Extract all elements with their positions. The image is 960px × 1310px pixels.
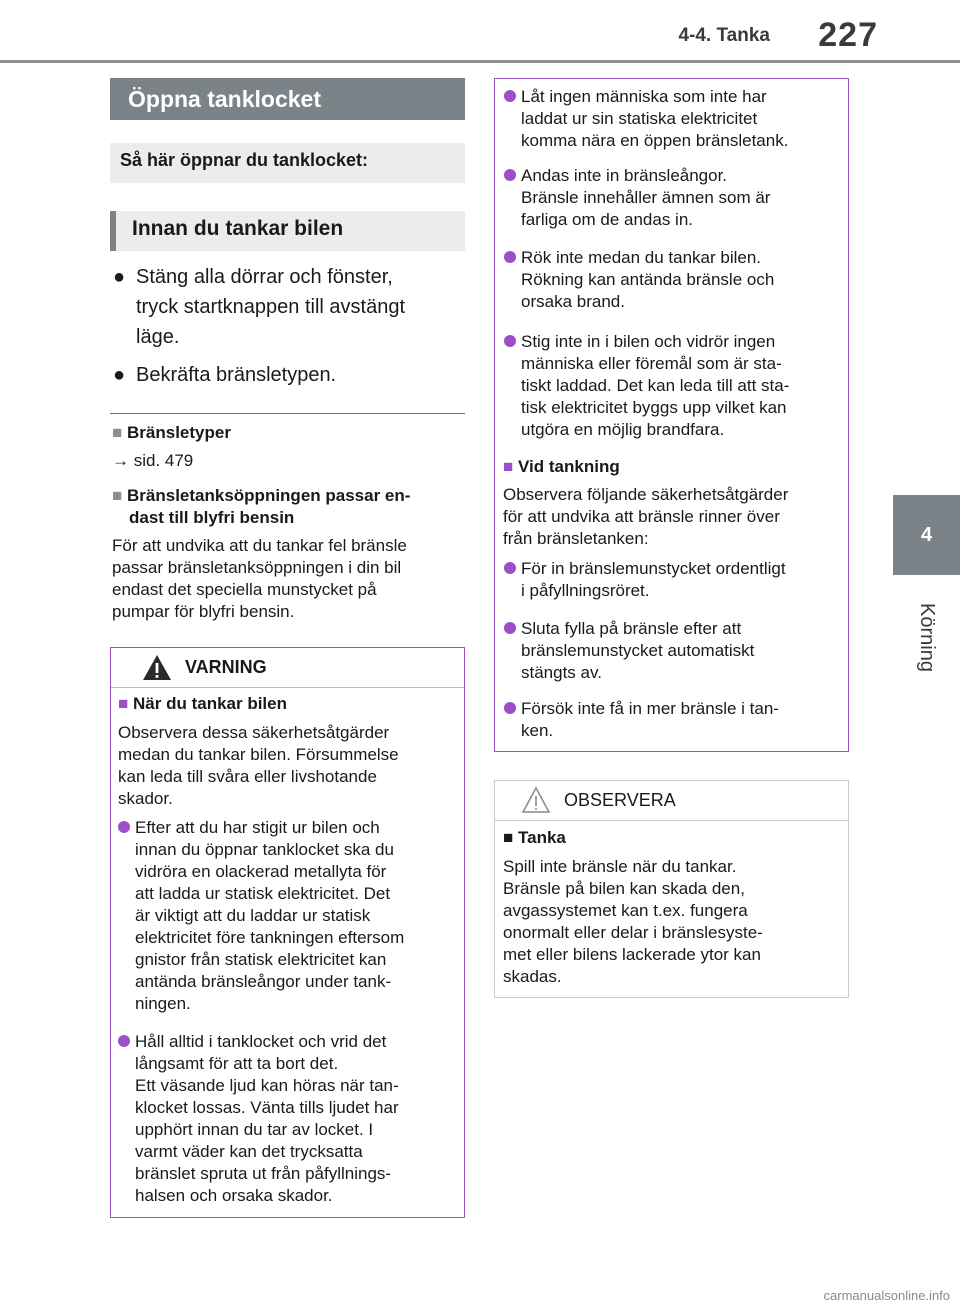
text-line: varmt väder kan det trycksatta <box>135 1142 363 1161</box>
text-line: för att undvika att bränsle rinner över <box>503 507 780 526</box>
refuel-intro <box>503 484 788 550</box>
before-heading: Innan du tankar bilen <box>110 211 465 251</box>
bullet-icon <box>118 1035 130 1047</box>
warning-item <box>521 331 789 441</box>
text-line: passar bränsletanksöppningen i din bil <box>112 558 402 577</box>
text-line: Rökning kan antända bränsle och <box>521 270 775 289</box>
chapter-label <box>893 582 960 692</box>
chapter-tab: 4 <box>893 495 960 575</box>
text-line: stängts av. <box>521 663 602 682</box>
text-line: Andas inte in bränsleångor. <box>521 166 728 185</box>
warning-item <box>135 1031 399 1207</box>
warning-heading-text: När du tankar bilen <box>133 694 287 713</box>
warning-triangle-icon <box>142 654 172 681</box>
text-line: antända bränsleångor under tank- <box>135 972 392 991</box>
text-line: ken. <box>521 721 554 740</box>
text-line: laddat ur sin statiska elektricitet <box>521 109 758 128</box>
refuel-item <box>521 698 779 742</box>
text-line: komma nära en öppen bränsletank. <box>521 131 789 150</box>
fuel-types-heading-text: Bränsletyper <box>127 423 231 442</box>
refuel-heading-text: Vid tankning <box>518 457 620 476</box>
bullet-icon <box>504 702 516 714</box>
bullet-icon <box>118 821 130 833</box>
text-line: pumpar för blyfri bensin. <box>112 602 295 621</box>
bullet-icon <box>504 251 516 263</box>
text-line: människa eller föremål som är sta- <box>521 354 782 373</box>
chapter-label-text: Körning <box>916 602 938 672</box>
text-line: Ett väsande ljud kan höras när tan- <box>135 1076 399 1095</box>
text-line: Låt ingen människa som inte har <box>521 87 767 106</box>
text-line: Stig inte in i bilen och vidrör ingen <box>521 332 776 351</box>
text-line: skadas. <box>503 967 562 986</box>
text-line: att ladda ur statisk elektricitet. Det <box>135 884 391 903</box>
warning-header <box>111 648 464 688</box>
text-line: kan leda till svåra eller livshotande <box>118 767 377 786</box>
refuel-heading <box>503 456 620 478</box>
warning-heading <box>118 693 287 715</box>
text-line: från bränsletanken: <box>503 529 649 548</box>
text-line: För in bränslemunstycket ordentligt <box>521 559 786 578</box>
text-line: i påfyllningsröret. <box>521 581 650 600</box>
text-line: endast det speciella munstycket på <box>112 580 377 599</box>
text-line: upphört innan du tar av locket. I <box>135 1120 374 1139</box>
watermark: carmanualsonline.info <box>823 1288 950 1303</box>
text-line: farliga om de andas in. <box>521 210 693 229</box>
square-bullet-icon: ■ <box>112 423 123 442</box>
text-line: halsen och orsaka skador. <box>135 1186 333 1205</box>
step-line: Stäng alla dörrar och fönster, <box>136 266 393 288</box>
text-line: bränslet spruta ut från påfyllnings- <box>135 1164 392 1183</box>
step-line: tryck startknappen till avstängt <box>136 296 406 318</box>
warning-intro <box>118 722 399 810</box>
text-line: innan du öppnar tanklocket ska du <box>135 840 394 859</box>
bullet-icon <box>504 622 516 634</box>
text-line: Observera följande säkerhetsåtgärder <box>503 485 789 504</box>
square-bullet-icon: ■ <box>118 694 129 713</box>
page-number: 227 <box>818 16 878 54</box>
text-line: bränslemunstycket automatiskt <box>521 641 755 660</box>
notice-label: OBSERVERA <box>564 790 676 810</box>
bullet-icon: ● <box>113 364 126 386</box>
step-item <box>113 262 463 352</box>
text-line: Spill inte bränsle när du tankar. <box>503 857 737 876</box>
square-bullet-icon: ■ <box>503 828 514 847</box>
step-line: Bekräfta bränsletypen. <box>136 364 337 386</box>
text-line: gnistor från statisk elektricitet kan <box>135 950 387 969</box>
text-line: klocket lossas. Vänta tills ljudet har <box>135 1098 399 1117</box>
main-title: Öppna tanklocket <box>110 78 465 120</box>
text-line: Rök inte medan du tankar bilen. <box>521 248 762 267</box>
text-line: ningen. <box>135 994 191 1013</box>
warning-item <box>521 247 774 313</box>
bullet-icon <box>504 90 516 102</box>
warning-item <box>521 165 770 231</box>
text-line: vidröra en olackerad metallyta för <box>135 862 387 881</box>
notice-heading <box>503 827 566 849</box>
opening-text <box>112 535 407 623</box>
text-line: met eller bilens lackerade ytor kan <box>503 945 761 964</box>
header-rule <box>0 60 960 63</box>
bullet-icon <box>504 335 516 347</box>
divider <box>110 413 465 414</box>
section-title: 4-4. Tanka <box>678 25 770 46</box>
text-line: Bränsle på bilen kan skada den, <box>503 879 745 898</box>
page-reference: → sid. 479 <box>112 451 194 470</box>
text-line: Försök inte få in mer bränsle i tan- <box>521 699 779 718</box>
text-line: medan du tankar bilen. Försummelse <box>118 745 399 764</box>
warning-label: VARNING <box>185 657 267 677</box>
text-line: Observera dessa säkerhetsåtgärder <box>118 723 390 742</box>
notice-heading-text: Tanka <box>518 828 566 847</box>
text-line: avgassystemet kan t.ex. fungera <box>503 901 748 920</box>
notice-text <box>503 856 763 988</box>
opening-heading-line: dast till blyfri bensin <box>129 508 295 527</box>
text-line: är viktigt att du laddar ur statisk <box>135 906 371 925</box>
text-line: utgöra en möjlig brandfara. <box>521 420 725 439</box>
step-item <box>113 360 463 390</box>
bullet-icon <box>504 169 516 181</box>
warning-item <box>521 86 788 152</box>
text-line: För att undvika att du tankar fel bränsle <box>112 536 407 555</box>
intro-heading: Så här öppnar du tanklocket: <box>110 143 465 183</box>
text-line: skador. <box>118 789 173 808</box>
notice-header <box>495 781 848 821</box>
text-line: Efter att du har stigit ur bilen och <box>135 818 380 837</box>
warning-item <box>135 817 404 1015</box>
text-line: onormalt eller delar i bränslesyste- <box>503 923 763 942</box>
refuel-item <box>521 558 786 602</box>
text-line: tisk elektricitet byggs upp vilket kan <box>521 398 787 417</box>
step-line: läge. <box>136 326 180 348</box>
refuel-item <box>521 618 754 684</box>
caution-triangle-icon <box>521 786 551 814</box>
opening-heading-line: Bränsletanksöppningen passar en- <box>127 486 411 505</box>
text-line: Sluta fylla på bränsle efter att <box>521 619 742 638</box>
text-line: tiskt laddad. Det kan leda till att sta- <box>521 376 790 395</box>
fuel-types-heading <box>112 422 231 444</box>
text-line: Håll alltid i tanklocket och vrid det <box>135 1032 387 1051</box>
bullet-icon: ● <box>113 266 126 288</box>
text-line: långsamt för att ta bort det. <box>135 1054 339 1073</box>
text-line: elektricitet före tankningen eftersom <box>135 928 405 947</box>
square-bullet-icon: ■ <box>112 486 123 505</box>
text-line: Bränsle innehåller ämnen som är <box>521 188 771 207</box>
bullet-icon <box>504 562 516 574</box>
text-line: orsaka brand. <box>521 292 625 311</box>
opening-heading <box>112 485 410 507</box>
square-bullet-icon: ■ <box>503 457 514 476</box>
